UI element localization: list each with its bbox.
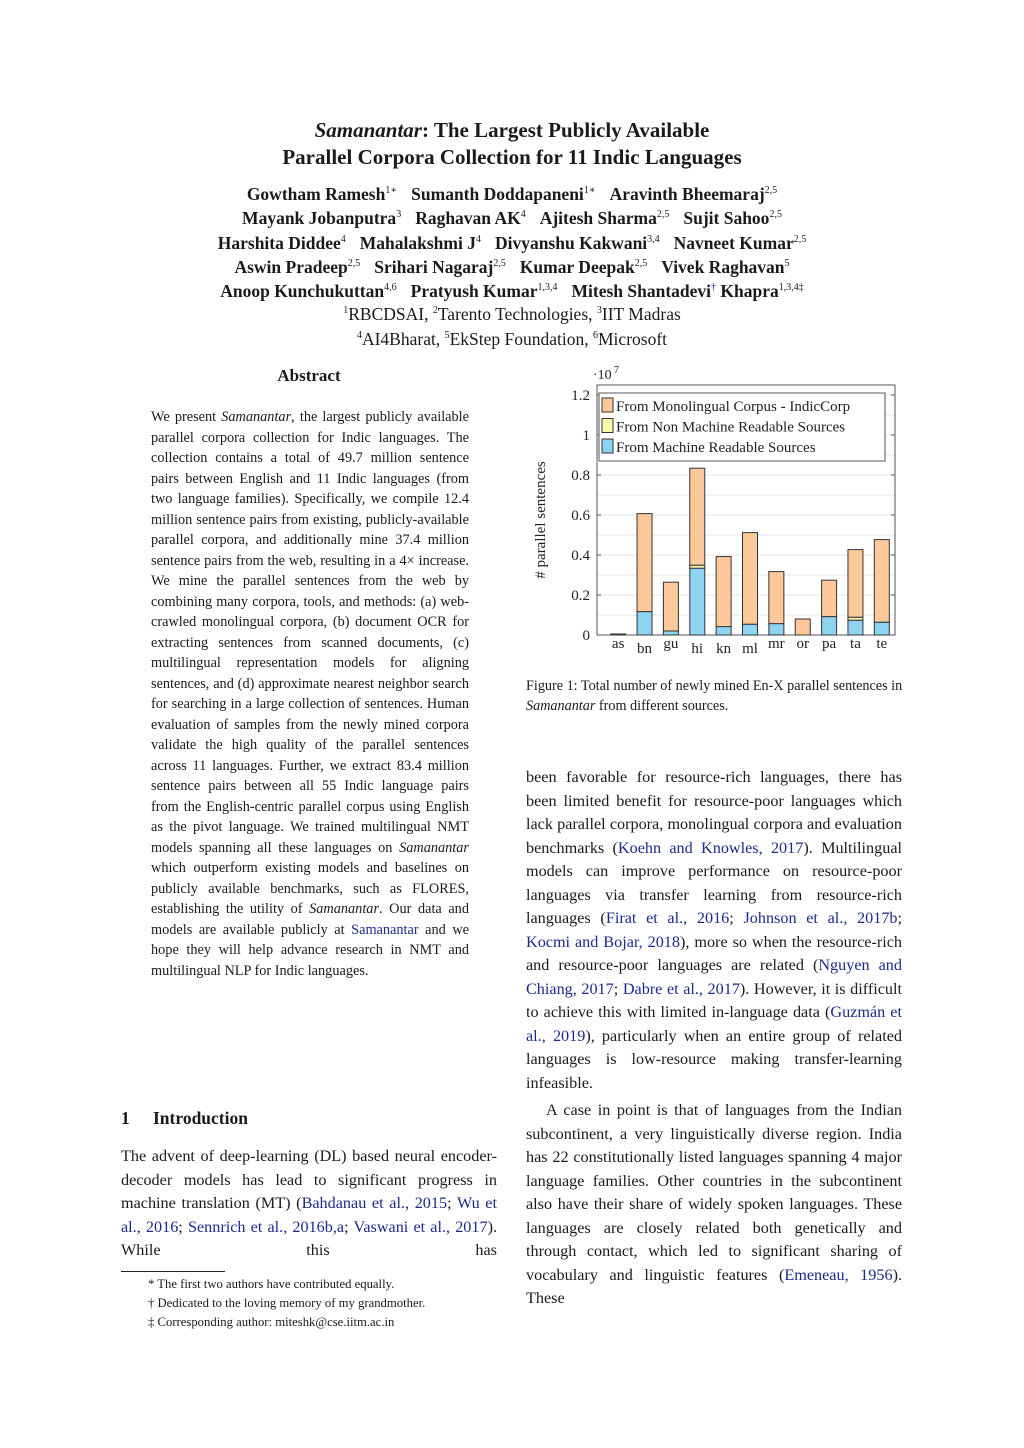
author-row [0,182,1024,206]
y-tick-label: 1.2 [571,388,590,404]
bar-segment [795,619,810,635]
x-tick-label: or [796,636,809,652]
citation-link[interactable]: Bahdanau et al., 2015 [301,1194,448,1212]
footnotes [148,1275,425,1332]
author-row [0,279,1024,303]
x-tick-label: hi [691,641,704,657]
author-name: Vivek Raghavan$^5$ [661,256,790,277]
bar-segment [690,568,705,635]
section-heading-introduction: 1 Introduction [121,1108,248,1128]
x-tick-label: bn [637,641,653,657]
bar-segment [690,468,705,565]
y-tick-label: 0.4 [571,548,590,564]
citation-link[interactable]: Emeneau, 1956 [784,1265,893,1284]
introduction-text-right: been favorable for resource-rich languages, there has been limited benefit for resource-poor languages which lack parallel corpora, monolingual corpora and evaluation benchmarks (Koehn and Knowles, 2017). Multilingual models can improve performance on resource-poor languages via transfer learning from resource-rich languages (Firat et al., 2016; Johnson et al., 2017b; Kocmi and Bojar, 2018), more so when the resource-rich and resource-poor languages are related (Nguyen and Chiang, 2017; Dabre et al., 2017). However, it is difficult to achieve this with limited in-language data (Guzmán et al., 2019), particularly when an entire group of related languages is low-resource making transfer-learning infeasible. A case in point is that of languages from the Indian subcontinent, a very linguistically diverse region. India has 22 constitutionally listed languages spanning 4 major language families. Other countries in the subcontinent also have their share of widely spoken languages. These languages are closely related both genetically and through contact, which led to significant sharing of vocabulary and linguistic features (Emeneau, 1956). These [526,768,903,1307]
bar-segment [716,627,731,635]
legend-label: From Machine Readable Sources [616,440,816,456]
bar-segment [637,612,652,635]
legend-swatch [602,398,613,412]
author-name: Pratyush Kumar$^{1,3,4}$ [410,281,558,302]
author-name: Mayank Jobanputra$^3$ [242,208,402,229]
y-tick-label: 0 [582,628,590,644]
stacked-bar-chart [526,362,906,662]
x-tick-label: pa [822,636,837,652]
author-name: Srihari Nagaraj$^{2,5}$ [374,256,506,277]
legend-swatch [602,419,613,433]
footnote-divider [121,1271,225,1272]
abstract-heading: Abstract [277,366,341,385]
y-scale-label: ·10 [593,368,612,383]
author-name: Navneet Kumar$^{2,5}$ [673,232,807,253]
citation-link[interactable]: Dabre et al., 2017 [622,979,740,998]
author-list [0,182,1024,303]
y-tick-label: 0.8 [571,468,590,484]
title-italic: Samanantar [314,118,422,142]
citation-link[interactable]: Koehn and Knowles, 2017 [617,838,804,857]
x-tick-label: kn [716,641,732,657]
x-tick-label: mr [768,636,785,652]
author-name: Divyanshu Kakwani$^{3,4}$ [494,232,660,253]
author-name: Aswin Pradeep$^{2,5}$ [234,256,361,277]
citation-link[interactable]: Vaswani et al., 2017 [353,1217,488,1236]
y-tick-label: 0.6 [571,508,590,524]
abstract-body: We present Samanantar, the largest publicly available parallel corpora collection for Indic languages. The collection contains a total of 49.7 million sentence pairs between English and 11 Indic languages (from two language families). Specifically, we compile 12.4 million sentence pairs from existing, publicly-available parallel corpora, and additionally mine 37.4 million sentence pairs from the web, resulting in a 4× increase. We mine the parallel sentences from the web by combining many corpora, tools, and methods: (a) web-crawled monolingual corpora, (b) document OCR for extracting sentences from scanned documents, (c) multilingual representation models for aligning sentences, and (d) approximate nearest neighbor search for searching in a large collection of sentences. Human evaluation of samples from the newly mined corpora validate the high quality of the parallel sentences across 11 languages. Further, we extract 83.4 million sentence pairs between all 55 Indic language pairs from the English-centric parallel corpus using English as the pivot language. We trained multilingual NMT models spanning all these languages on Samanantar which outperform existing models and baselines on publicly available benchmarks, such as FLORES, establishing the utility of Samanantar. Our data and models are available publicly at Samanantar and we hope they will help advance research in NMT and multilingual NLP for Indic languages. [151,409,469,979]
y-tick-label: 1 [582,428,590,444]
citation-link[interactable]: Sennrich et al., 2016b,a [187,1217,345,1236]
author-row [0,231,1024,255]
figure-1-chart [526,362,906,662]
footnote: † Dedicated to the loving memory of my grandmother. [148,1296,426,1310]
introduction-text-left: The advent of deep-learning (DL) based neural encoder-decoder models has lead to significant progress in machine translation (MT) (Bahdanau et al., 2015; Wu et al., 2016; Sennrich et al., 2016b,a; Vaswani et al., 2017). While this has [121,1147,498,1259]
author-name: Gowtham Ramesh$^{1∗}$ [246,184,398,204]
author-name: Kumar Deepak$^{2,5}$ [519,256,648,277]
author-name: Mitesh Shantadevi† Khapra$^{1,3,4\ddagger}$ [571,281,804,302]
author-name: Sumanth Doddapaneni$^{1∗}$ [411,184,596,204]
citation-link[interactable]: Kocmi and Bojar, 2018 [526,932,680,951]
footnote: ‡ Corresponding author: miteshk@cse.iitm.ac.in [148,1315,395,1329]
author-name: Mahalakshmi $J^4$ [359,232,481,253]
paper-title: Samanantar: The Largest Publicly Available Parallel Corpora Collection for 11 Indic Languages [282,118,742,169]
bar-segment [848,550,863,618]
legend-swatch [602,439,613,453]
y-axis-label: # parallel sentences [533,461,549,579]
x-tick-label: as [611,636,625,652]
bar-segment [743,533,758,625]
footnote: * The first two authors have contributed equally. [148,1277,395,1291]
svg-text:7: 7 [614,365,619,376]
x-tick-label: gu [663,636,679,652]
bar-segment [743,624,758,635]
affiliations [0,302,1024,351]
legend-label: From Non Machine Readable Sources [616,419,846,436]
citation-link[interactable]: Firat et al., 2016 [605,909,730,927]
bar-segment [848,620,863,635]
x-tick-label: ml [742,641,758,657]
bar-segment [822,580,837,616]
affiliation-line: $^4$AI4Bharat, $^5$EkStep Foundation, $^6$Microsoft [356,328,668,349]
bar-segment [769,572,784,624]
author-name: Aravinth Bheemaraj$^{2,5}$ [609,184,778,204]
x-tick-label: te [876,636,888,652]
bar-segment [874,540,889,623]
author-name: Raghavan $AK^4$ [415,208,526,229]
legend-label: From Monolingual Corpus - IndicCorp [616,399,851,415]
bar-segment [663,582,678,631]
author-name: Anoop Kunchukuttan$^{4,6}$ [220,281,397,302]
citation-link[interactable]: Johnson et al., 2017b [743,909,898,927]
affiliation-line: $^1$RBCDSAI, $^2$Tarento Technologies, $^3$IIT Madras [343,304,681,324]
author-row [0,206,1024,230]
citation-link[interactable]: Nguyen and Chiang, 2017 [526,956,902,998]
author-row [0,255,1024,279]
bar-segment [874,622,889,635]
bar-segment [822,617,837,635]
bar-segment [769,624,784,635]
y-tick-label: 0.2 [571,588,590,604]
citation-link[interactable]: Wu et al., 2016 [121,1194,497,1236]
citation-link[interactable]: Guzmán et al., 2019 [526,1003,902,1045]
figure-caption: Figure 1: Total number of newly mined En-X parallel sentences in Samanantar from different sources. [526,678,903,714]
bar-segment [663,631,678,635]
bar-segment [611,634,626,635]
bar-segment [637,514,652,612]
author-name: Ajitesh Sharma$^{2,5}$ [539,208,670,229]
samanantar-link[interactable]: Samanantar [351,921,419,938]
author-name: Sujit Sahoo$^{2,5}$ [683,208,782,229]
bar-segment [716,557,731,627]
x-tick-label: ta [850,636,861,652]
chart-legend [599,393,885,461]
author-name: Harshita Diddee$^4$ [217,232,346,253]
